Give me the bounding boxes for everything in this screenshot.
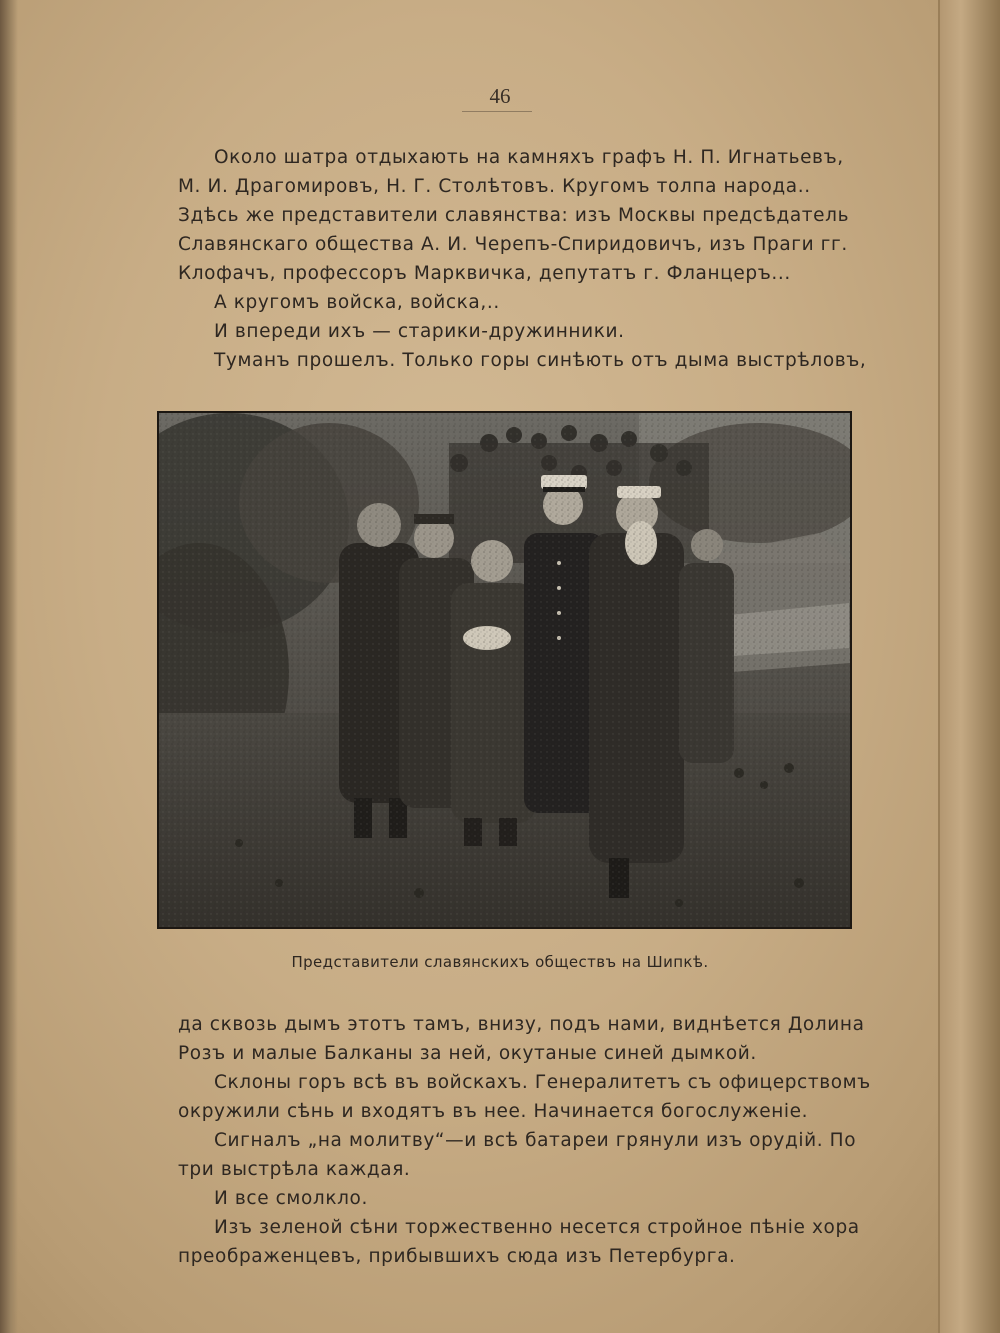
text-line: М. И. Драгомировъ, Н. Г. Столѣтовъ. Кругомъ толпа народа..	[178, 176, 811, 197]
text-line: Изъ зеленой сѣни торжественно несется стройное пѣніе хора	[214, 1217, 860, 1238]
text-line: окружили сѣнь и входятъ въ нее. Начинается богослуженіе.	[178, 1101, 809, 1122]
page-number: 46	[489, 84, 511, 108]
group-photo	[157, 411, 852, 929]
text-block-top	[178, 143, 867, 375]
book-gutter-shadow	[0, 0, 18, 1333]
text-line: да сквозь дымъ этотъ тамъ, внизу, подъ нами, виднѣется Долина	[178, 1014, 865, 1035]
text-line: Здѣсь же представители славянства: изъ Москвы предсѣдатель	[178, 205, 850, 226]
text-line: А кругомъ войска, войска,..	[214, 292, 500, 313]
text-line: И впереди ихъ — старики-дружинники.	[214, 321, 625, 342]
text-line: Славянскаго общества А. И. Черепъ-Спиридовичъ, изъ Праги гг.	[178, 234, 848, 255]
text-line: три выстрѣла каждая.	[178, 1159, 411, 1180]
text-line: Сигналъ „на молитву“—и всѣ батареи грянули изъ орудій. По	[214, 1130, 857, 1151]
text-line: Около шатра отдыхають на камняхъ графъ Н. П. Игнатьевъ,	[214, 147, 844, 168]
page-number-rule	[462, 111, 532, 112]
facing-page-edge	[938, 0, 1000, 1333]
text-line: преображенцевъ, прибывшихъ сюда изъ Петербурга.	[178, 1246, 736, 1267]
text-line: Розъ и малые Балканы за ней, окутаные синей дымкой.	[178, 1043, 757, 1064]
text-line: Склоны горъ всѣ въ войскахъ. Генералитетъ съ офицерствомъ	[214, 1072, 871, 1093]
text-block-bottom	[178, 1010, 871, 1271]
group-photo-illustration	[159, 413, 850, 927]
text-line: Туманъ прошелъ. Только горы синѣють отъ дыма выстрѣловъ,	[214, 350, 867, 371]
text-line: И все смолкло.	[214, 1188, 368, 1209]
text-line: Клофачъ, профессоръ Марквичка, депутатъ г. Фланцеръ...	[178, 263, 791, 284]
photo-caption: Представители славянскихъ обществъ на Шипкѣ.	[291, 953, 709, 971]
